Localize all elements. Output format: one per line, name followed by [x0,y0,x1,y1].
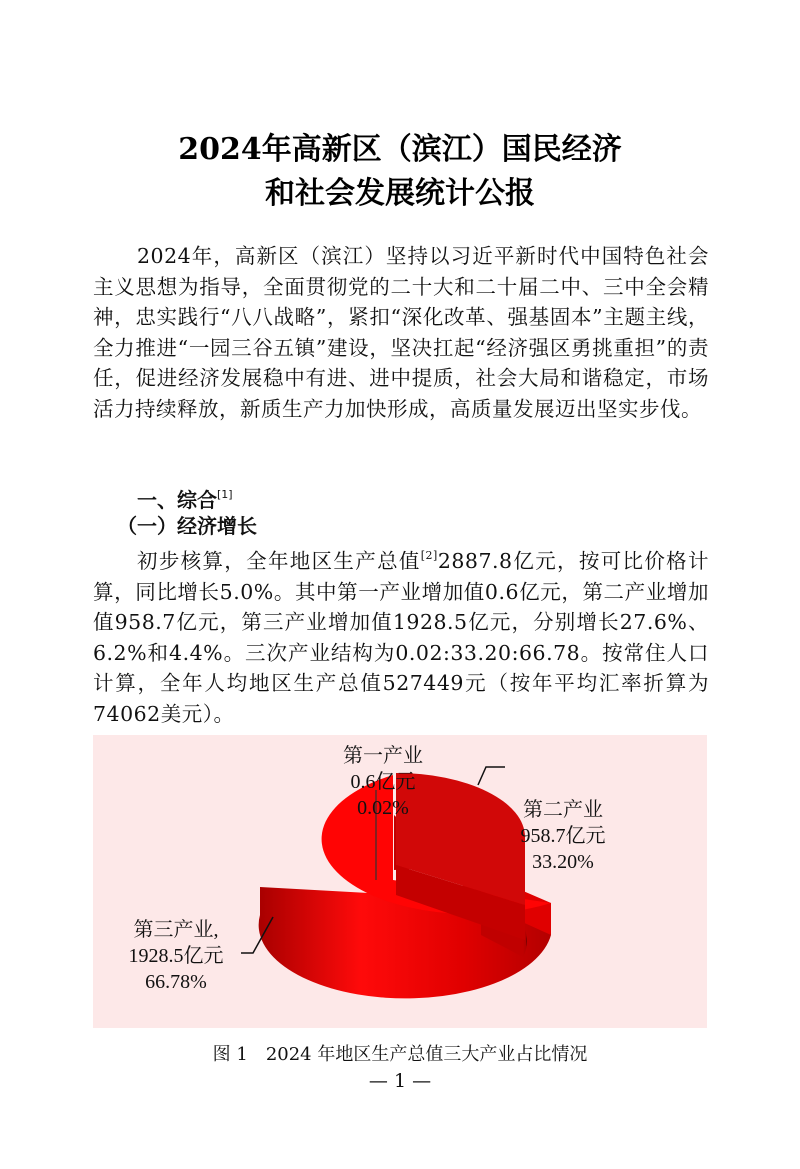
growth-text-part2: 2887.8亿元，按可比价格计算，同比增长5.0%。其中第一产业增加值0.6亿元，第二产业增加值958.7亿元，第三产业增加值1928.5亿元，分别增长27.6%、6.2%和4.4%。三次产业结构为0.02:33.20:66.78。按常住人口计算，全年人均地区生产总值527449元（按年平均汇率折算为74062美元）。 [93,549,710,726]
figure-caption: 图 1 2024 年地区生产总值三大产业占比情况 [212,1044,588,1065]
label-tertiary-value: 1928.5亿元 [128,945,224,967]
intro-paragraph: 2024年，高新区（滨江）坚持以习近平新时代中国特色社会主义思想为指导，全面贯彻党的二十大和二十届二中、三中全会精神，忠实践行“八八战略”，紧扣“深化改革、强基固本”主题主线，全力推进“一园三谷五镇”建设，坚决扛起“经济强区勇挑重担”的责任，促进经济发展稳中有进、进中提质，社会大局和谐稳定，市场活力持续释放，新质生产力加快形成，高质量发展迈出坚实步伐。 [93,244,709,421]
label-primary-pct: 0.02% [357,797,409,819]
section-heading-text: 一、综合 [137,488,217,512]
label-primary-value: 0.6亿元 [350,771,416,793]
footnote-ref-1[interactable]: [1] [217,488,233,501]
label-primary-name: 第一产业 [343,745,423,767]
label-secondary-pct: 33.20% [532,851,594,873]
label-secondary-industry [493,797,633,875]
page-number: — 1 — [368,1070,432,1092]
footnote-ref-2[interactable]: [2] [420,549,438,562]
label-tertiary-industry [111,917,241,995]
label-secondary-value: 958.7亿元 [520,825,606,847]
label-tertiary-pct: 66.78% [145,971,207,993]
label-secondary-name: 第二产业 [523,799,603,821]
subsection-heading-economic-growth: （一）经济增长 [117,514,257,538]
leader-line-secondary [478,767,505,785]
gdp-industry-pie-chart [93,735,707,1028]
growth-paragraph [93,541,709,729]
page-title-line1: 2024年高新区（滨江）国民经济 [178,132,622,167]
page-title-line2: 和社会发展统计公报 [265,176,535,211]
label-tertiary-name: 第三产业, [133,919,219,941]
section-heading-general [137,480,233,515]
growth-text-part1: 初步核算，全年地区生产总值 [137,549,421,573]
label-primary-industry [293,743,473,821]
